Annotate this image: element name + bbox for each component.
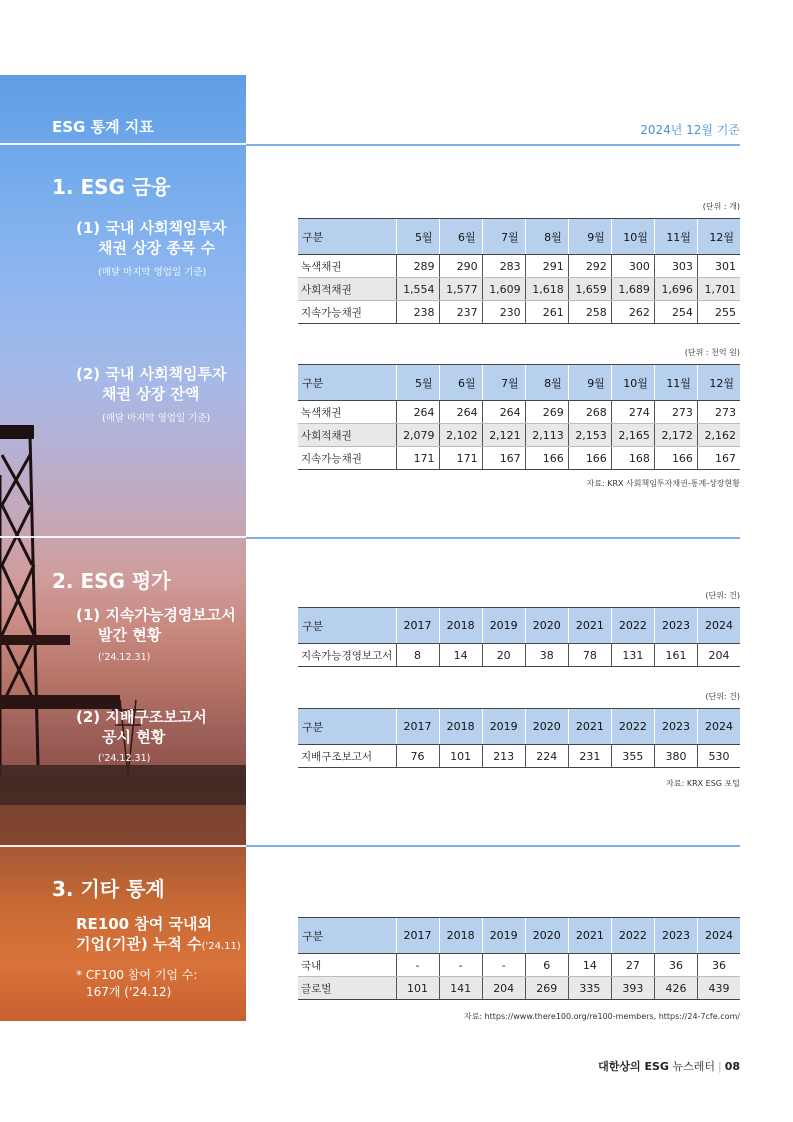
sustainability-report-table <box>298 607 740 667</box>
column-header: 12월 <box>697 219 740 255</box>
table-cell: 2,172 <box>654 424 697 447</box>
table-cell: 38 <box>525 644 568 667</box>
row-label: 국내 <box>298 954 396 977</box>
table-cell: 20 <box>482 644 525 667</box>
table-cell: 301 <box>697 255 740 278</box>
table-cell: 6 <box>525 954 568 977</box>
table-cell: 1,618 <box>525 278 568 301</box>
subsection-title-text: 기업(기관) 누적 수 <box>76 935 202 953</box>
column-header: 2021 <box>568 709 611 745</box>
cf100-note-line2: 167개 ('24.12) <box>86 985 172 999</box>
column-header: 2023 <box>654 918 697 954</box>
section-divider <box>246 537 740 539</box>
column-header: 2024 <box>698 918 740 954</box>
table-row <box>298 954 740 977</box>
table-cell: 2,121 <box>482 424 525 447</box>
row-label: 녹색채권 <box>298 401 396 424</box>
column-header: 9월 <box>568 365 611 401</box>
page-footer <box>598 1058 740 1074</box>
row-label: 지속가능채권 <box>298 301 396 324</box>
table-row <box>298 255 740 278</box>
subsection-title-line1: (1) 지속가능경영보고서 <box>76 606 236 624</box>
section-divider <box>246 845 740 847</box>
table-row <box>298 424 740 447</box>
table-cell: 171 <box>439 447 482 470</box>
section-title: 2. ESG 평가 <box>52 569 171 593</box>
table-cell: - <box>439 954 482 977</box>
table-cell: 269 <box>525 977 568 1000</box>
table-cell: 101 <box>396 977 439 1000</box>
table-cell: 131 <box>611 644 654 667</box>
source-note: 자료: KRX ESG 포털 <box>666 779 740 788</box>
table-cell: - <box>482 954 525 977</box>
table-cell: 290 <box>439 255 482 278</box>
column-header: 구분 <box>298 709 396 745</box>
column-header: 5월 <box>396 365 439 401</box>
column-header: 2019 <box>482 918 525 954</box>
column-header: 2023 <box>654 608 697 644</box>
table-cell: 264 <box>396 401 439 424</box>
re100-members-table <box>298 917 740 1000</box>
row-label: 사회적채권 <box>298 278 396 301</box>
table-row <box>298 745 740 768</box>
row-label: 지속가능채권 <box>298 447 396 470</box>
subsection-title-line1: RE100 참여 국내외 <box>76 915 213 933</box>
table-row <box>298 401 740 424</box>
column-header: 2017 <box>396 918 439 954</box>
table-cell: 2,102 <box>439 424 482 447</box>
table-cell: 426 <box>654 977 697 1000</box>
governance-report-table <box>298 708 740 768</box>
column-header: 11월 <box>654 365 697 401</box>
column-header: 2020 <box>525 918 568 954</box>
subsection-note: (매달 마지막 영업일 기준) <box>102 413 211 424</box>
row-label: 지속가능경영보고서 <box>298 644 396 667</box>
column-header: 8월 <box>525 365 568 401</box>
subsection-title-line2: 공시 현황 <box>102 728 166 746</box>
table-cell: 258 <box>568 301 611 324</box>
column-header: 12월 <box>697 365 740 401</box>
table-row <box>298 301 740 324</box>
table-row <box>298 644 740 667</box>
table-cell: 166 <box>654 447 697 470</box>
unit-label: (단위: 건) <box>705 692 740 701</box>
table-row <box>298 977 740 1000</box>
subsection-title-line1: (1) 국내 사회책임투자 <box>76 219 227 237</box>
table-cell: 237 <box>439 301 482 324</box>
table-cell: 168 <box>611 447 654 470</box>
table-cell: 27 <box>611 954 654 977</box>
table-cell: 2,113 <box>525 424 568 447</box>
table-cell: 238 <box>396 301 439 324</box>
column-header: 6월 <box>439 365 482 401</box>
table-cell: 1,701 <box>697 278 740 301</box>
table-header-row <box>298 219 740 255</box>
footer-divider: | <box>717 1060 722 1073</box>
table-cell: 36 <box>654 954 697 977</box>
subsection-title-line1: (2) 국내 사회책임투자 <box>76 365 227 383</box>
table-cell: 2,165 <box>611 424 654 447</box>
subsection-title-line2: 발간 현황 <box>98 626 162 644</box>
column-header: 2021 <box>568 918 611 954</box>
table-header-row <box>298 709 740 745</box>
table-cell: 255 <box>697 301 740 324</box>
column-header: 2024 <box>698 608 740 644</box>
table-cell: 2,162 <box>697 424 740 447</box>
column-header: 11월 <box>654 219 697 255</box>
subsection-title-line1: (2) 지배구조보고서 <box>76 708 207 726</box>
table-cell: 36 <box>698 954 740 977</box>
table-cell: 1,609 <box>482 278 525 301</box>
table-cell: 1,554 <box>396 278 439 301</box>
subsection-note: (매달 마지막 영업일 기준) <box>98 267 207 278</box>
source-note: 자료: https://www.there100.org/re100-members, https://24-7cfe.com/ <box>463 1012 740 1021</box>
table-cell: 262 <box>611 301 654 324</box>
table-cell: 273 <box>697 401 740 424</box>
table-cell: 283 <box>482 255 525 278</box>
row-label: 녹색채권 <box>298 255 396 278</box>
table-cell: 289 <box>396 255 439 278</box>
table-cell: 274 <box>611 401 654 424</box>
column-header: 2020 <box>525 709 568 745</box>
subsection-title-suffix: ('24.11) <box>201 941 241 952</box>
table-cell: 78 <box>568 644 611 667</box>
subsection-title-line2: 채권 상장 잔액 <box>102 385 200 403</box>
table-cell: 269 <box>525 401 568 424</box>
column-header: 2021 <box>568 608 611 644</box>
subsection-note: ('24.12.31) <box>98 753 151 764</box>
table-cell: 230 <box>482 301 525 324</box>
column-header: 7월 <box>482 219 525 255</box>
section-title: 3. 기타 통계 <box>52 877 165 901</box>
cf100-note-line1: * CF100 참여 기업 수: <box>76 968 198 982</box>
subsection-note: ('24.12.31) <box>98 652 151 663</box>
table-header-row <box>298 918 740 954</box>
source-note: 자료: KRX 사회책임투자채권-통계-상장현황 <box>586 479 740 488</box>
column-header: 5월 <box>396 219 439 255</box>
table-cell: 224 <box>525 745 568 768</box>
section-label: ESG 통계 지표 <box>52 118 154 136</box>
table-cell: 1,696 <box>654 278 697 301</box>
table-cell: 213 <box>482 745 525 768</box>
table-cell: - <box>396 954 439 977</box>
column-header: 2023 <box>654 709 697 745</box>
column-header: 2019 <box>482 709 525 745</box>
column-header: 2018 <box>439 608 482 644</box>
column-header: 2017 <box>396 709 439 745</box>
table-cell: 291 <box>525 255 568 278</box>
column-header: 구분 <box>298 918 396 954</box>
section-divider <box>246 144 740 146</box>
section-title: 1. ESG 금융 <box>52 175 171 199</box>
table-cell: 1,577 <box>439 278 482 301</box>
table-cell: 393 <box>611 977 654 1000</box>
table-cell: 141 <box>439 977 482 1000</box>
table-cell: 76 <box>396 745 439 768</box>
table-cell: 264 <box>439 401 482 424</box>
table-cell: 166 <box>525 447 568 470</box>
bond-listing-count-table <box>298 218 740 324</box>
unit-label: (단위 : 천억 원) <box>684 348 740 357</box>
table-cell: 300 <box>611 255 654 278</box>
table-header-row <box>298 608 740 644</box>
table-cell: 335 <box>568 977 611 1000</box>
column-header: 8월 <box>525 219 568 255</box>
column-header: 2022 <box>611 918 654 954</box>
table-cell: 264 <box>482 401 525 424</box>
table-cell: 14 <box>568 954 611 977</box>
unit-label: (단위 : 개) <box>702 202 740 211</box>
column-header: 2018 <box>439 918 482 954</box>
table-cell: 167 <box>482 447 525 470</box>
unit-label: (단위: 건) <box>705 591 740 600</box>
table-cell: 530 <box>698 745 740 768</box>
column-header: 구분 <box>298 219 396 255</box>
table-cell: 380 <box>654 745 697 768</box>
column-header: 2019 <box>482 608 525 644</box>
table-cell: 1,689 <box>611 278 654 301</box>
footer-name: 뉴스레터 <box>672 1060 715 1073</box>
column-header: 6월 <box>439 219 482 255</box>
table-cell: 355 <box>611 745 654 768</box>
table-cell: 204 <box>698 644 740 667</box>
table-cell: 292 <box>568 255 611 278</box>
row-label: 사회적채권 <box>298 424 396 447</box>
table-row <box>298 278 740 301</box>
column-header: 10월 <box>611 365 654 401</box>
bond-listing-balance-table <box>298 364 740 470</box>
table-cell: 2,153 <box>568 424 611 447</box>
table-cell: 166 <box>568 447 611 470</box>
column-header: 10월 <box>611 219 654 255</box>
subsection-title-line2 <box>76 934 241 957</box>
column-header: 구분 <box>298 608 396 644</box>
table-row <box>298 447 740 470</box>
table-cell: 101 <box>439 745 482 768</box>
footer-brand: 대한상의 ESG <box>598 1060 669 1073</box>
column-header: 2022 <box>611 709 654 745</box>
column-header: 2018 <box>439 709 482 745</box>
page-number: 08 <box>724 1060 740 1073</box>
column-header: 구분 <box>298 365 396 401</box>
table-cell: 171 <box>396 447 439 470</box>
table-cell: 14 <box>439 644 482 667</box>
column-header: 7월 <box>482 365 525 401</box>
table-cell: 273 <box>654 401 697 424</box>
table-header-row <box>298 365 740 401</box>
table-cell: 161 <box>654 644 697 667</box>
table-cell: 439 <box>698 977 740 1000</box>
column-header: 2020 <box>525 608 568 644</box>
row-label: 지배구조보고서 <box>298 745 396 768</box>
table-cell: 204 <box>482 977 525 1000</box>
table-cell: 303 <box>654 255 697 278</box>
column-header: 9월 <box>568 219 611 255</box>
table-cell: 1,659 <box>568 278 611 301</box>
column-header: 2017 <box>396 608 439 644</box>
column-header: 2022 <box>611 608 654 644</box>
table-cell: 231 <box>568 745 611 768</box>
table-cell: 254 <box>654 301 697 324</box>
column-header: 2024 <box>698 709 740 745</box>
reference-date: 2024년 12월 기준 <box>640 123 740 137</box>
table-cell: 2,079 <box>396 424 439 447</box>
table-cell: 261 <box>525 301 568 324</box>
subsection-title-line2: 채권 상장 종목 수 <box>98 239 216 257</box>
table-cell: 268 <box>568 401 611 424</box>
table-cell: 8 <box>396 644 439 667</box>
row-label: 글로벌 <box>298 977 396 1000</box>
table-cell: 167 <box>697 447 740 470</box>
